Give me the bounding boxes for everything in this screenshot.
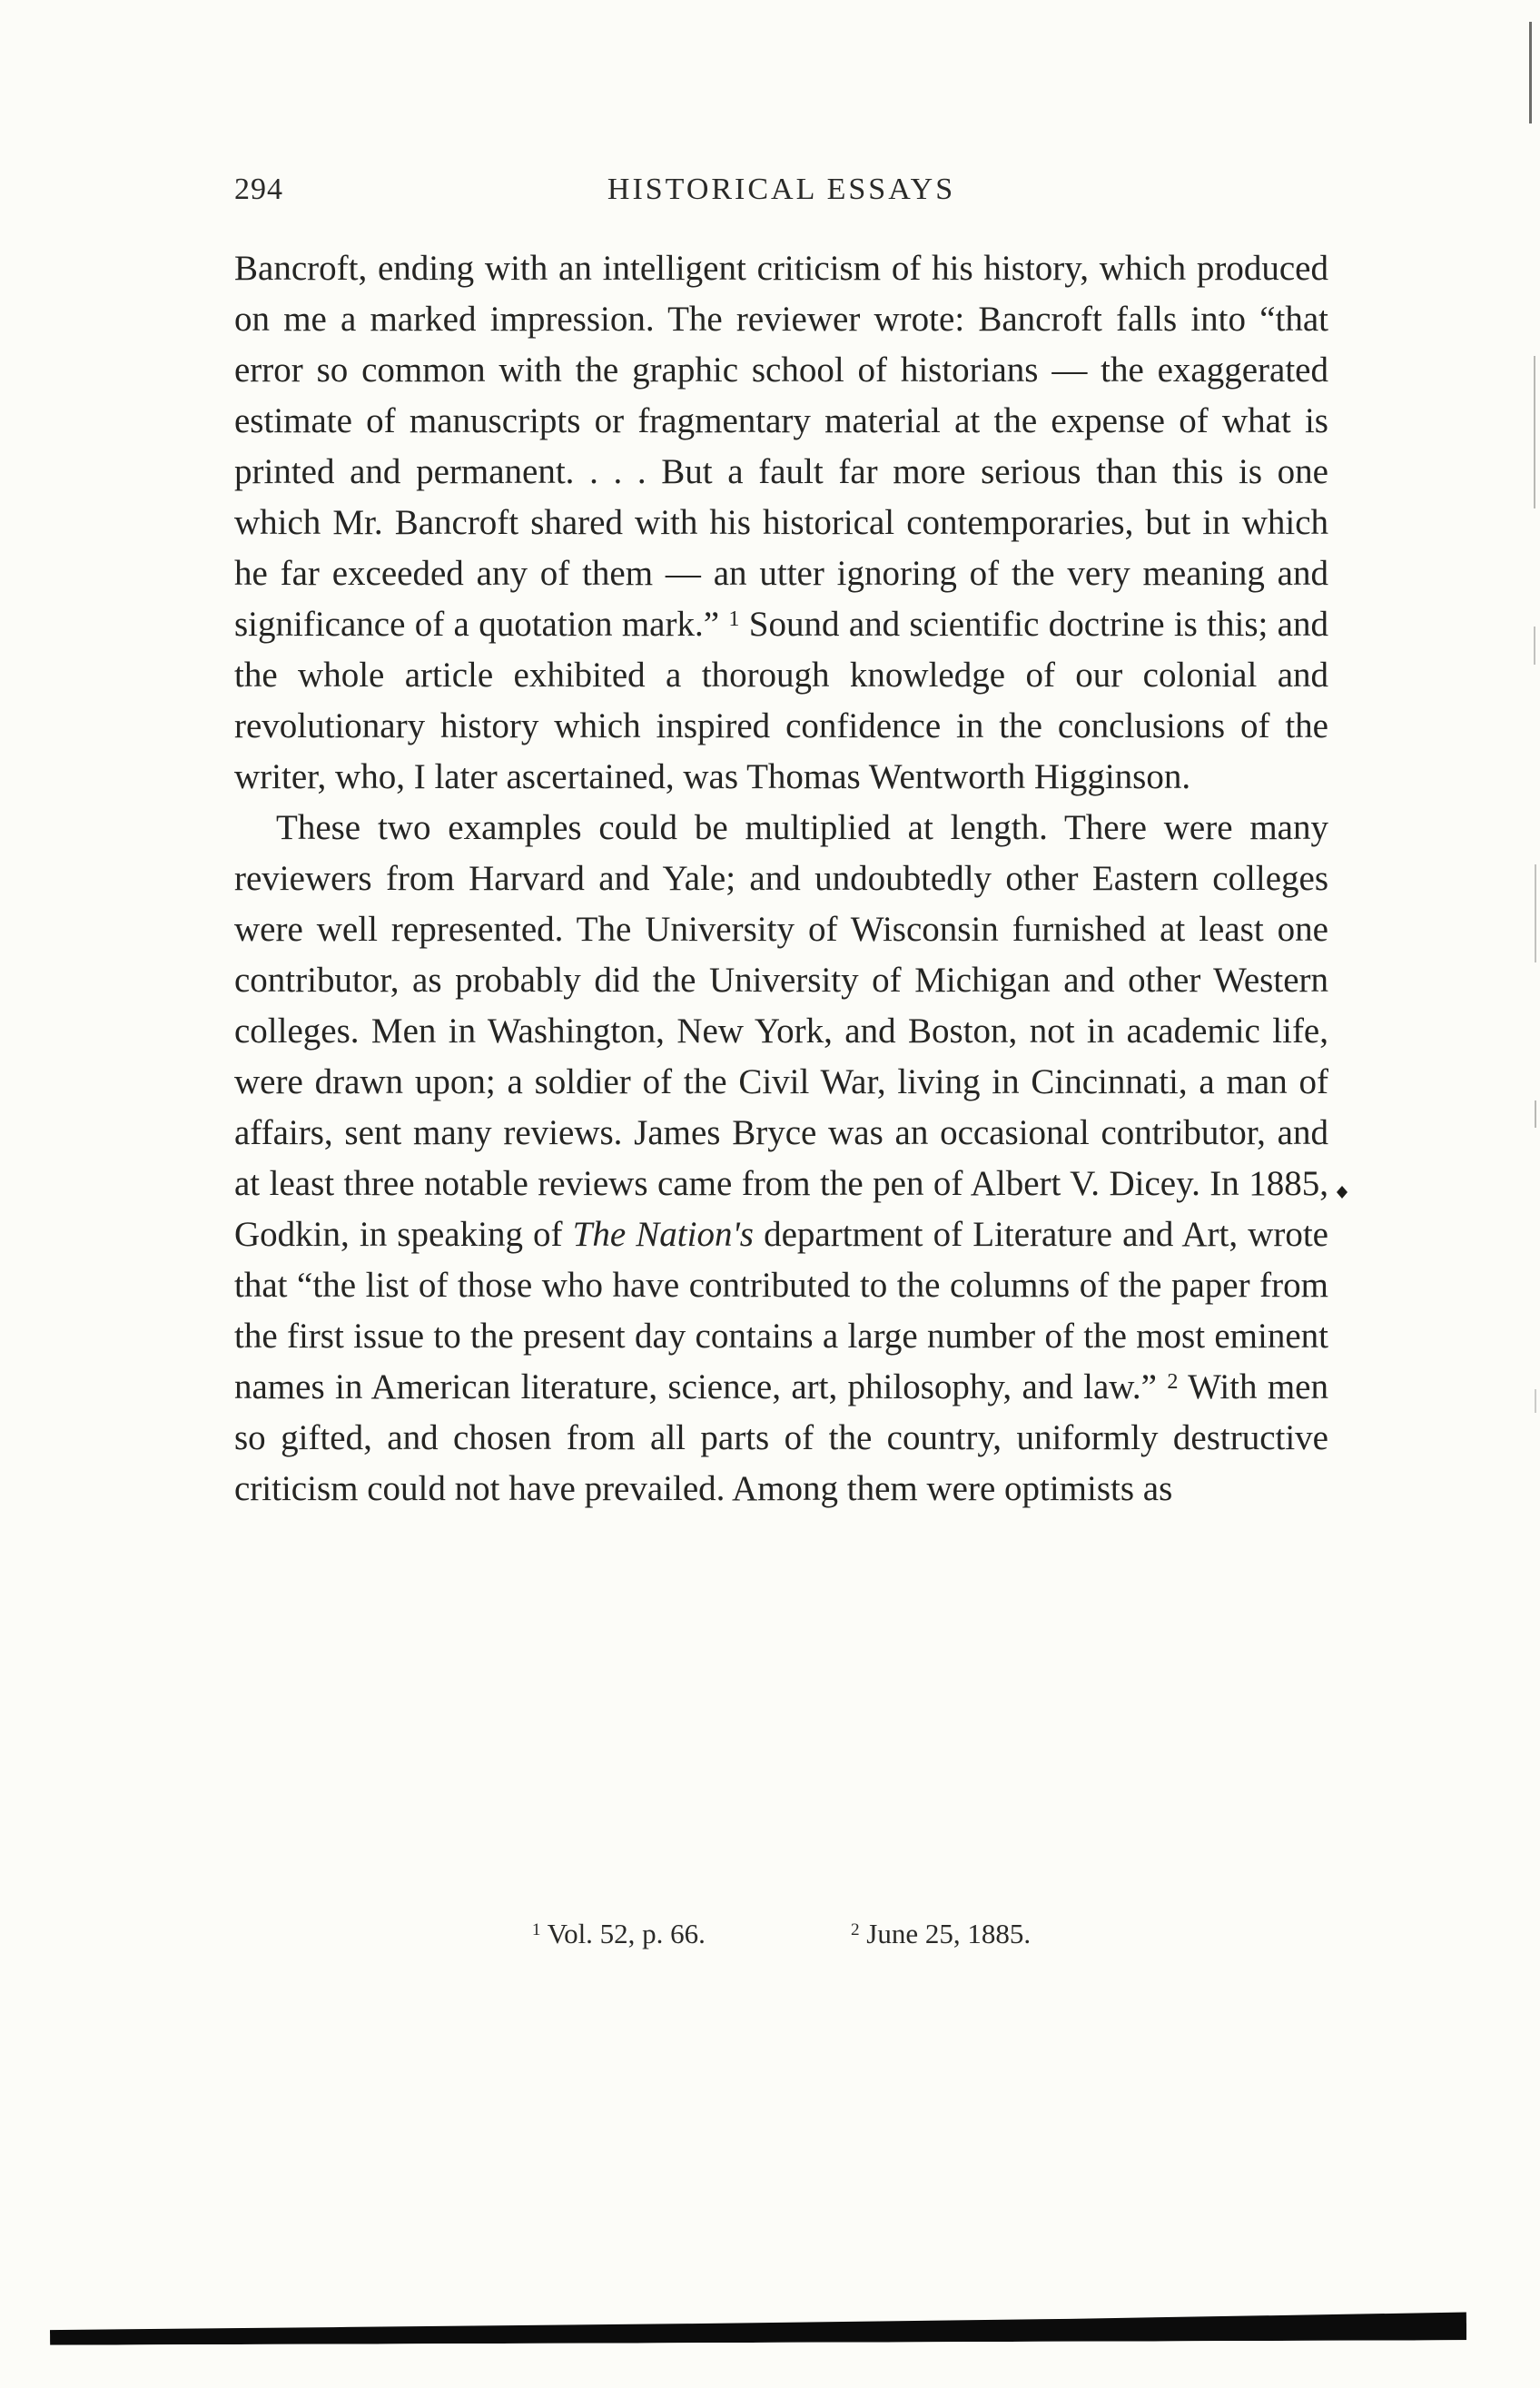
scan-artifact-right-mark — [1535, 1100, 1536, 1128]
text-segment: department of Literature and Art, wrote that “the list of those who have contributed to the columns of the paper from the first issue to the present day contains a large number of the most eminent names in American literature, science, art, philosophy, and law.” — [234, 1215, 1328, 1406]
footnote-marker: 2 — [850, 1920, 860, 1940]
body-text — [234, 243, 1328, 1515]
scan-artifact-right-line — [1529, 22, 1532, 123]
scan-artifact-right-mark — [1535, 864, 1536, 962]
text-segment: With men so gifted, and chosen from all parts of the country, uniformly destructive criticism could not have prevailed. Among them were optimists as — [234, 1367, 1328, 1508]
paragraph — [234, 803, 1328, 1515]
footnote-ref: 2 — [1167, 1369, 1179, 1395]
scan-artifact-right-mark — [1534, 627, 1535, 665]
paragraph — [234, 243, 1328, 803]
italic-text: The Nation's — [572, 1215, 754, 1254]
text-segment: These two examples could be multiplied at length. There were many reviewers from Harvard and Yale; and undoubtedly other Eastern colleges were well represented. The University of Wisconsin furnished at least one contributor, as probably did the University of Michigan and other Western colleges. Men in Washington, New York, and Boston, not in academic life, were drawn upon; a soldier of the Civil War, living in Cincinnati, a man of affairs, sent many reviews. James Bryce was an occasional contributor, and at least three notable reviews came from the pen of Albert V. Dicey. In 1885, Godkin, in speaking of — [234, 808, 1328, 1254]
footnotes — [234, 1918, 1328, 1950]
running-header — [234, 173, 1328, 207]
text-segment: Sound and scientific doctrine is this; and the whole article exhibited a thorough knowledge of our colonial and revolutionary history which inspired confidence in the conclusions of the writer, who, I later ascertained, was Thomas Wentworth Higginson. — [234, 605, 1328, 796]
page-number: 294 — [234, 173, 283, 206]
text-segment: Bancroft, ending with an intelligent criticism of his history, which produced on me a marked impression. The reviewer wrote: Bancroft falls into “that error so common with the graphic school of historians — the exaggerated estimate of manuscripts or fragmentary material at the expense of what is printed and permanent. . . . But a fault far more serious than this is one which Mr. Bancroft shared with his historical contemporaries, but in which he far exceeded any of them — an utter ignoring of the very meaning and significance of a quotation mark.” — [234, 249, 1328, 644]
running-head-title: HISTORICAL ESSAYS — [607, 173, 956, 206]
scan-artifact-right-mark — [1534, 356, 1535, 508]
footnote: $^2$ June 25, 1885. — [850, 1918, 1032, 1949]
scan-artifact-bottom-bar — [50, 2311, 1466, 2344]
footnote: $^1$ Vol. 52, p. 66. — [531, 1918, 706, 1949]
footnote-ref: 1 — [728, 607, 740, 632]
scan-artifact-ink-speck — [1337, 1186, 1348, 1199]
scan-artifact-right-mark — [1535, 1389, 1536, 1413]
footnote-marker: 1 — [531, 1920, 541, 1940]
